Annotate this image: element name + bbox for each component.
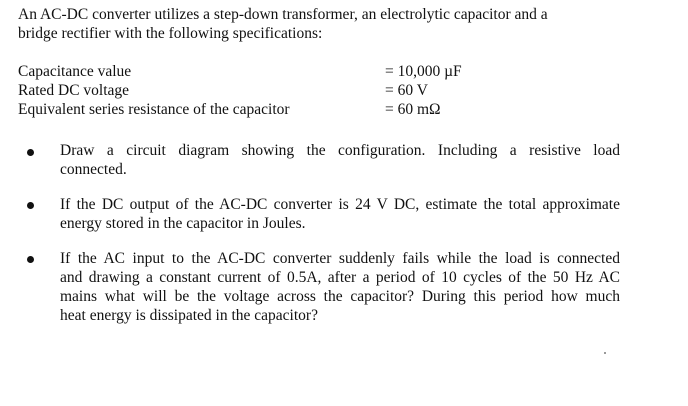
intro-paragraph [18,5,623,43]
question-line: If the DC output of the AC-DC converter is 24 V DC, estimate the total approximate [60,196,620,213]
bullet-icon [27,149,34,156]
spec-value: = 60 mΩ [385,101,441,118]
question-line: and drawing a constant current of 0.5A, after a period of 10 cycles of the 50 Hz AC [60,269,620,286]
question-text [60,195,620,233]
spec-label: Rated DC voltage [18,82,130,99]
question-text [60,141,620,179]
question-line: connected. [60,161,127,178]
question-line: mains what will be the voltage across the capacitor? During this period how much [60,288,620,305]
bullet-icon [27,202,34,209]
intro-line-2: bridge rectifier with the following specifications: [18,25,323,42]
spec-row-esr [18,100,498,119]
specification-list [18,62,498,119]
bullet-icon [27,256,34,263]
spec-label: Capacitance value [18,63,132,80]
spec-label: Equivalent series resistance of the capacitor [18,101,290,118]
question-line: Draw a circuit diagram showing the configuration. Including a resistive load [60,142,620,159]
question-line: heat energy is dissipated in the capacitor? [60,307,318,324]
question-line: energy stored in the capacitor in Joules. [60,215,306,232]
spec-row-voltage [18,81,498,100]
scan-speck [604,352,606,354]
spec-value: = 60 V [385,82,428,99]
spec-value: = 10,000 µF [385,63,462,80]
intro-line-1: An AC-DC converter utilizes a step-down transformer, an electrolytic capacitor and a [18,6,548,23]
spec-row-capacitance [18,62,498,81]
question-line: If the AC input to the AC-DC converter suddenly fails while the load is connected [60,250,620,267]
question-text [60,249,620,325]
